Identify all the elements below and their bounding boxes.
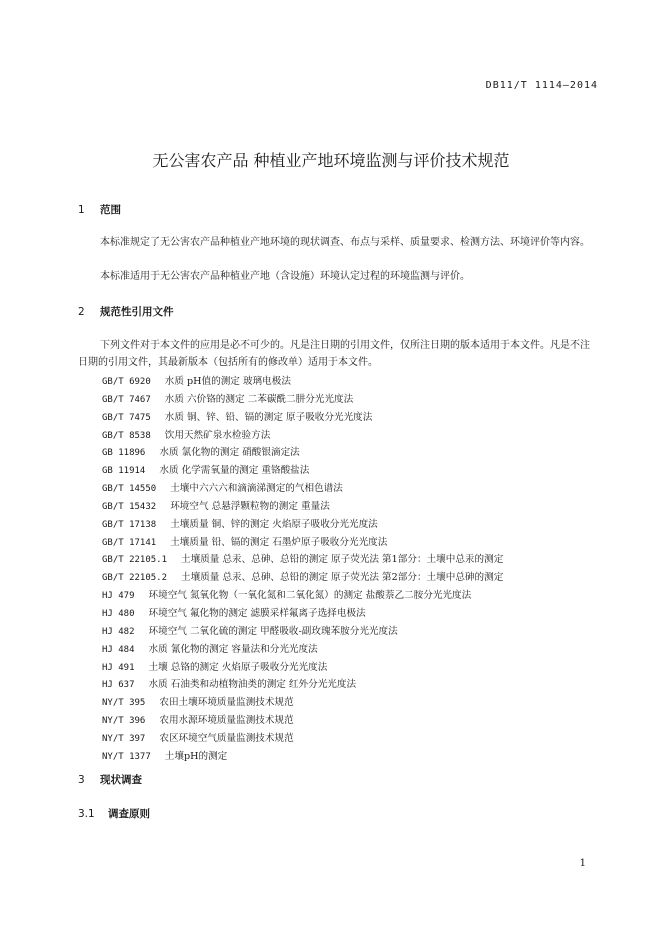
reference-title: 土壤pH的测定 [164,750,228,762]
reference-code: HJ 637 [102,680,135,691]
document-title: 无公害农产品 种植业产地环境监测与评价技术规范 [152,151,510,170]
section-number: 3 [78,774,85,786]
list-item [102,516,503,534]
scope-paragraph-1: 本标准规定了无公害农产品种植业产地环境的现状调查、布点与采样、质量要求、检测方法、环境评价等内容。 [100,237,590,248]
reference-code: GB/T 22105.2 [102,573,168,584]
reference-title: 土壤中六六六和滴滴涕测定的气相色谱法 [170,483,343,495]
list-item [102,373,503,391]
reference-title: 环境空气 氮氧化物（一氧化氮和二氧化氮）的测定 盐酸萘乙二胺分光光度法 [148,590,472,602]
reference-title: 环境空气 氟化物的测定 滤膜采样氟离子选择电极法 [148,607,366,619]
reference-title: 水质 铜、锌、铅、镉的测定 原子吸收分光光度法 [164,411,373,423]
scope-paragraph-2: 本标准适用于无公害农产品种植业产地（含设施）环境认定过程的环境监测与评价。 [100,271,470,282]
section-number: 2 [78,306,85,318]
list-item [102,694,503,712]
list-item [102,569,503,587]
document-code: DB11/T 1114—2014 [485,80,598,91]
reference-title: 土壤质量 铜、锌的测定 火焰原子吸收分光光度法 [170,518,378,530]
reference-code: GB/T 15432 [102,501,157,512]
reference-code: GB/T 17141 [102,537,157,548]
reference-code: GB/T 17138 [102,519,157,530]
reference-title: 土壤 总铬的测定 火焰原子吸收分光光度法 [148,661,328,673]
list-item [102,462,503,480]
list-item [102,551,503,569]
reference-code: GB 11896 [102,448,146,459]
reference-title: 水质 六价铬的测定 二苯碳酰二肼分光光度法 [164,393,354,405]
reference-code: HJ 482 [102,626,135,637]
reference-code: HJ 484 [102,644,135,655]
list-item [102,534,503,552]
reference-title: 农区环境空气质量监测技术规范 [159,732,294,744]
list-item [102,676,503,694]
list-item [102,730,503,748]
list-item [102,748,503,766]
reference-code: GB/T 8538 [102,430,151,441]
reference-title: 环境空气 总悬浮颗粒物的测定 重量法 [170,500,330,512]
reference-title: 水质 石油类和动植物油类的测定 红外分光光度法 [148,679,357,691]
reference-title: 水质 pH值的测定 玻璃电极法 [164,376,291,387]
reference-code: HJ 479 [102,591,135,602]
section-heading-survey [78,772,142,787]
reference-code: NY/T 395 [102,698,146,709]
reference-code: HJ 491 [102,662,135,673]
section-number: 1 [78,204,85,216]
reference-title: 农用水源环境质量监测技术规范 [159,715,294,727]
subsection-heading-survey-principles [78,806,150,821]
reference-code: HJ 480 [102,608,135,619]
list-item [102,409,503,427]
subsection-title: 调查原则 [108,808,150,820]
list-item [102,712,503,730]
section-title: 现状调查 [100,774,142,786]
list-item [102,605,503,623]
reference-title: 饮用天然矿泉水检验方法 [164,429,271,441]
reference-code: NY/T 397 [102,733,146,744]
list-item [102,498,503,516]
list-item [102,480,503,498]
reference-title: 土壤质量 总汞、总砷、总铅的测定 原子荧光法 第1部分：土壤中总汞的测定 [181,554,504,566]
reference-code: NY/T 1377 [102,751,151,762]
list-item [102,623,503,641]
section-title: 范围 [100,204,121,216]
reference-code: GB/T 7475 [102,412,151,423]
reference-title: 水质 氯化物的测定 硝酸银滴定法 [159,447,300,459]
section-heading-scope [78,202,121,217]
reference-title: 土壤质量 铅、镉的测定 石墨炉原子吸收分光光度法 [170,536,388,548]
list-item [102,391,503,409]
reference-code: NY/T 396 [102,716,146,727]
reference-title: 环境空气 二氧化硫的测定 甲醛吸收-副玫瑰苯胺分光光度法 [148,625,398,637]
reference-code: GB/T 22105.1 [102,555,168,566]
reference-code: GB/T 14550 [102,484,157,495]
list-item [102,659,503,677]
subsection-number: 3.1 [78,808,95,820]
reference-list [102,373,503,766]
list-item [102,641,503,659]
section-title: 规范性引用文件 [100,306,174,318]
section-heading-normative [78,304,174,319]
reference-title: 水质 化学需氧量的测定 重铬酸盐法 [159,465,310,477]
list-item [102,587,503,605]
list-item [102,427,503,445]
reference-code: GB 11914 [102,466,146,477]
reference-code: GB/T 7467 [102,394,151,405]
reference-code: GB/T 6920 [102,377,151,387]
list-item [102,444,503,462]
page-number: 1 [579,858,586,869]
reference-title: 农田土壤环境质量监测技术规范 [159,697,294,709]
reference-title: 土壤质量 总汞、总砷、总铅的测定 原子荧光法 第2部分：土壤中总砷的测定 [181,572,504,584]
reference-title: 水质 氰化物的测定 容量法和分光光度法 [148,643,318,655]
normative-intro: 下列文件对于本文件的应用是必不可少的。凡是注日期的引用文件，仅所注日期的版本适用于本文件。凡是不注日期的引用文件，其最新版本（包括所有的修改单）适用于本文件。 [78,340,590,368]
